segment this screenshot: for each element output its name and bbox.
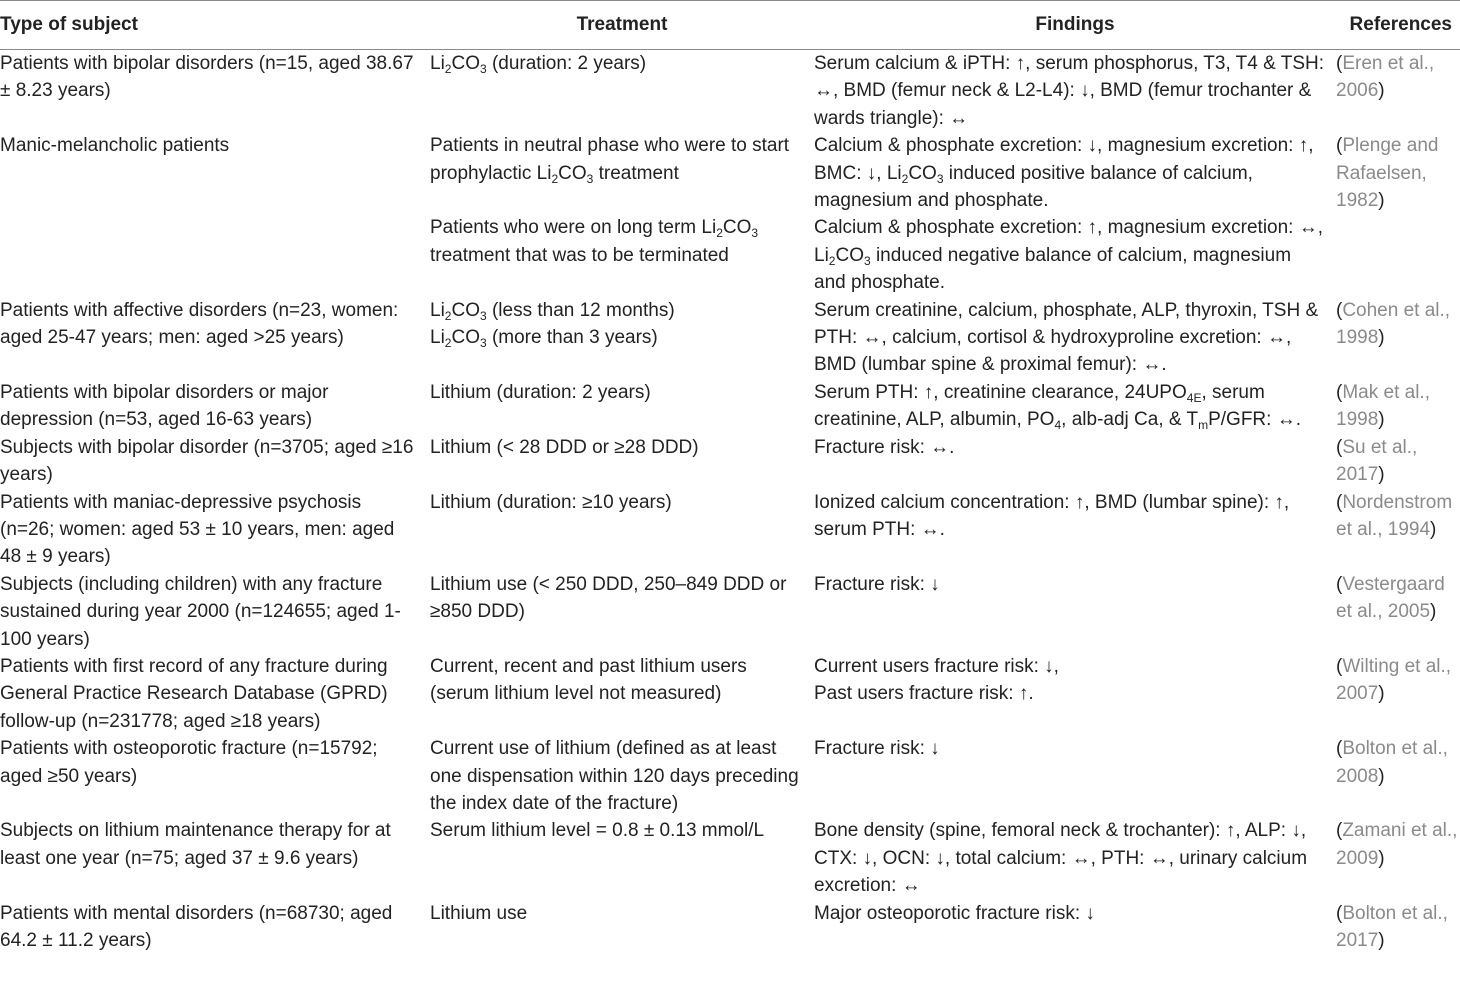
cell-reference-link[interactable]: (Eren et al., 2006) xyxy=(1336,53,1435,102)
cell-subject: Subjects on lithium maintenance therapy for at least one year (n=75; aged 37 ± 9.6 years) xyxy=(0,820,391,869)
cell-treatment: Lithium use (< 250 DDD, 250–849 DDD or ≥850 DDD) xyxy=(430,573,787,623)
cell-reference-link[interactable]: (Vestergaard et al., 2005) xyxy=(1336,573,1445,623)
cell-findings: Serum PTH: ↑, creatinine clearance, $24UPO_{4E}$, serum creatinine, ALP, albumin, $PO_4$, alb-adj Ca, & $T_mP$/GFR: ↔. xyxy=(814,381,1301,433)
table-row xyxy=(0,735,1460,817)
cell-reference-link[interactable]: (Nordenstrom et al., 1994) xyxy=(1336,491,1453,540)
cell-subject: Patients with mental disorders (n=68730; aged 64.2 ± 11.2 years) xyxy=(0,902,393,951)
cell-subject xyxy=(0,214,430,296)
cell-subject: Manic-melancholic patients xyxy=(0,135,230,157)
table-row xyxy=(0,434,1460,489)
table-row xyxy=(0,132,1460,214)
cell-reference-link[interactable]: (Bolton et al., 2017) xyxy=(1336,902,1448,951)
cell-treatment: Lithium (< 28 DDD or ≥28 DDD) xyxy=(430,436,699,458)
cell-reference-link[interactable]: (Bolton et al., 2008) xyxy=(1336,738,1448,787)
cell-treatment: Current use of lithium (defined as at least one dispensation within 120 days preceding the index date of the fracture) xyxy=(430,738,799,814)
cell-treatment: Lithium (duration: ≥10 years) xyxy=(430,491,672,513)
table-row xyxy=(0,817,1460,899)
table-row xyxy=(0,900,1460,955)
cell-findings: Calcium & phosphate excretion: ↓, magnesium excretion: ↑, BMC: ↓, $Li_2CO_3$ induced positive balance of calcium, magnesium and phosphate. xyxy=(814,135,1314,212)
cell-treatment: Patients in neutral phase who were to start prophylactic $Li_2CO_3$ treatment xyxy=(430,135,790,186)
cell-reference-link xyxy=(1336,214,1460,296)
cell-findings: Fracture risk: ↓ xyxy=(814,573,940,595)
cell-reference-link[interactable]: (Su et al., 2017) xyxy=(1336,436,1418,486)
cell-findings: Ionized calcium concentration: ↑, BMD (lumbar spine): ↑, serum PTH: ↔. xyxy=(814,491,1290,540)
cell-treatment: $Li_2CO_3$ (duration: 2 years) xyxy=(430,53,647,76)
cell-findings: Serum creatinine, calcium, phosphate, ALP, thyroxin, TSH & PTH: ↔, calcium, cortisol & hydroxyproline excretion: ↔, BMD (lumbar spine & proximal femur): ↔. xyxy=(814,299,1319,376)
table-row xyxy=(0,379,1460,434)
cell-findings: Current users fracture risk: ↓, Past users fracture risk: ↑. xyxy=(814,655,1059,705)
header-findings: Findings xyxy=(814,1,1336,50)
table-row xyxy=(0,653,1460,735)
cell-treatment: Lithium use xyxy=(430,902,528,924)
cell-reference-link[interactable]: (Cohen et al., 1998) xyxy=(1336,299,1451,349)
table-row xyxy=(0,214,1460,296)
cell-treatment: Serum lithium level = 0.8 ± 0.13 mmol/L xyxy=(430,820,765,842)
header-subject: Type of subject xyxy=(0,1,430,50)
header-treatment: Treatment xyxy=(430,1,814,50)
table-header xyxy=(0,1,1460,50)
cell-subject: Patients with first record of any fracture during General Practice Research Database (GPRD) follow-up (n=231778; aged ≥18 years) xyxy=(0,655,388,732)
cell-findings: Fracture risk: ↔. xyxy=(814,436,955,458)
cell-subject: Patients with bipolar disorders (n=15, aged 38.67 ± 8.23 years) xyxy=(0,53,414,102)
table-row xyxy=(0,489,1460,571)
cell-treatment: Current, recent and past lithium users (serum lithium level not measured) xyxy=(430,655,747,705)
header-references: References xyxy=(1336,1,1460,50)
table-row xyxy=(0,297,1460,379)
cell-findings: Serum calcium & iPTH: ↑, serum phosphorus, T3, T4 & TSH: ↔, BMD (femur neck & L2-L4): ↓, BMD (femur trochanter & wards triangle): ↔ xyxy=(814,53,1325,129)
cell-reference-link[interactable]: (Mak et al., 1998) xyxy=(1336,381,1430,431)
table-body xyxy=(0,50,1460,955)
cell-findings: Fracture risk: ↓ xyxy=(814,738,940,760)
table-row xyxy=(0,571,1460,653)
cell-reference-link[interactable]: (Zamani et al., 2009) xyxy=(1336,820,1458,869)
cell-findings: Major osteoporotic fracture risk: ↓ xyxy=(814,902,1095,924)
cell-subject: Patients with bipolar disorders or major depression (n=53, aged 16-63 years) xyxy=(0,381,329,431)
cell-treatment: Patients who were on long term $Li_2CO_3$ treatment that was to be terminated xyxy=(430,217,759,266)
cell-subject: Patients with maniac-depressive psychosis (n=26; women: aged 53 ± 10 years, men: aged 48 ± 9 years) xyxy=(0,491,395,568)
cell-subject: Patients with osteoporotic fracture (n=15792; aged ≥50 years) xyxy=(0,738,378,787)
cell-findings: Calcium & phosphate excretion: ↑, magnesium excretion: ↔, $Li_2CO_3$ induced negative balance of calcium, magnesium and phosphate. xyxy=(814,217,1324,294)
cell-reference-link[interactable]: (Plenge and Rafaelsen, 1982) xyxy=(1336,135,1439,212)
cell-treatment: $Li_2CO_3$ (less than 12 months) $Li_2CO_3$ (more than 3 years) xyxy=(430,299,675,351)
table-row xyxy=(0,50,1460,133)
cell-treatment: Lithium (duration: 2 years) xyxy=(430,381,651,403)
cell-subject: Patients with affective disorders (n=23, women: aged 25-47 years; men: aged >25 years) xyxy=(0,299,399,349)
cell-subject: Subjects with bipolar disorder (n=3705; aged ≥16 years) xyxy=(0,436,414,486)
cell-findings: Bone density (spine, femoral neck & trochanter): ↑, ALP: ↓, CTX: ↓, OCN: ↓, total calcium: ↔, PTH: ↔, urinary calcium excretion: ↔ xyxy=(814,820,1308,897)
header-row xyxy=(0,1,1460,50)
cell-subject: Subjects (including children) with any fracture sustained during year 2000 (n=124655; aged 1-100 years) xyxy=(0,573,401,650)
cell-reference-link[interactable]: (Wilting et al., 2007) xyxy=(1336,655,1452,705)
